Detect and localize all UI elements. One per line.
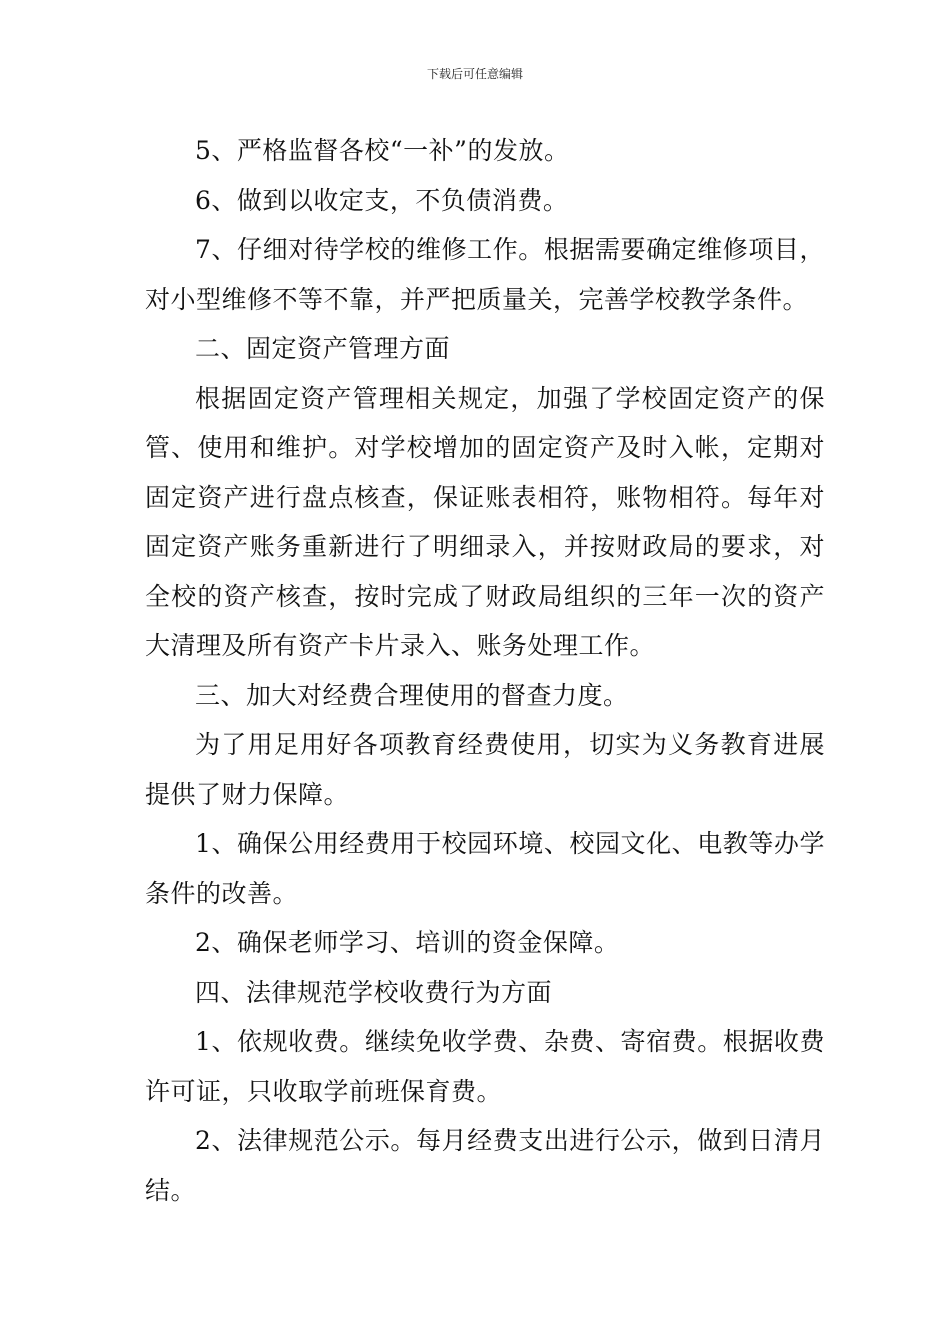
section-heading-fees: 四、法律规范学校收费行为方面 (195, 977, 553, 1007)
paragraph-supervision: 为了用足用好各项教育经费使用，切实为义务教育进展提供了财力保障。 (145, 730, 825, 809)
document-body (145, 126, 825, 1215)
paragraph-fee-disclosure: 2、法律规范公示。每月经费支出进行公示，做到日清月结。 (145, 1126, 825, 1205)
paragraph-fee-collection: 1、依规收费。继续免收学费、杂费、寄宿费。根据收费许可证，只收取学前班保育费。 (145, 1027, 825, 1106)
paragraph-item-5: 5、严格监督各校“一补”的发放。 (195, 136, 570, 165)
section-heading-fixed-assets: 二、固定资产管理方面 (195, 334, 451, 363)
paragraph-teacher-training: 2、确保老师学习、培训的资金保障。 (195, 928, 620, 957)
paragraph-item-7: 7、仔细对待学校的维修工作。根据需要确定维修项目，对小型维修不等不靠，并严把质量关，完善学校教学条件。 (145, 235, 825, 314)
paragraph-fixed-assets: 根据固定资产管理相关规定，加强了学校固定资产的保管、使用和维护。对学校增加的固定资产及时入帐，定期对固定资产进行盘点核查，保证账表相符，账物相符。每年对固定资产账务重新进行了明细录入，并按财政局的要求，对全校的资产核查，按时完成了财政局组织的三年一次的资产大清理及所有资产卡片录入、账务处理工作。 (145, 383, 825, 660)
paragraph-item-6: 6、做到以收定支，不负债消费。 (195, 185, 569, 215)
section-heading-supervision: 三、加大对经费合理使用的督查力度。 (195, 680, 629, 710)
page-header-note: 下载后可任意编辑 (426, 67, 523, 81)
paragraph-public-funds: 1、确保公用经费用于校园环境、校园文化、电教等办学条件的改善。 (145, 829, 825, 908)
